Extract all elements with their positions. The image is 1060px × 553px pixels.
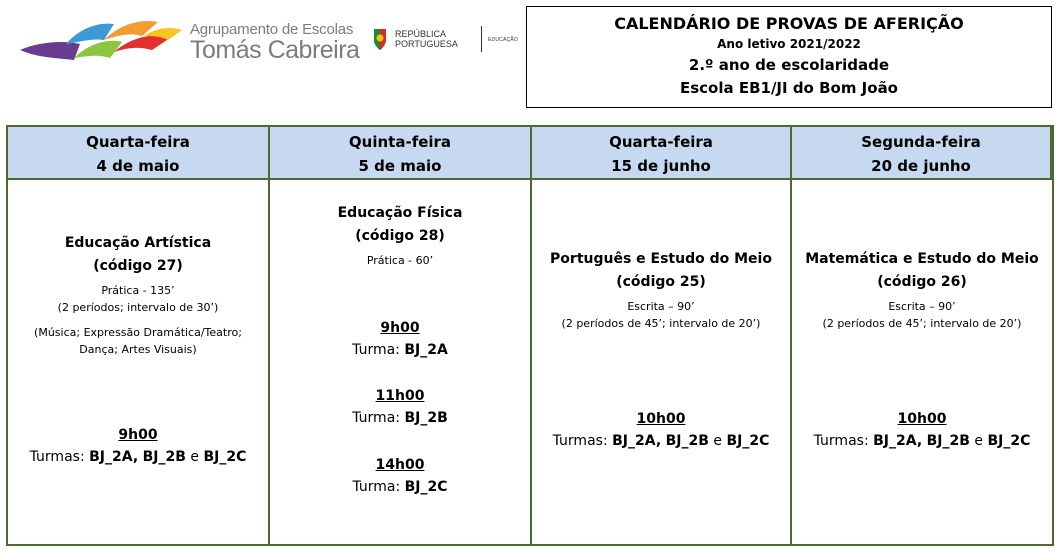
republic-text: [395, 29, 458, 49]
exam-mode: Prática - 60’: [366, 254, 434, 267]
header-logos: [18, 12, 518, 72]
turma-label: Turma:: [352, 410, 400, 426]
class-code: BJ_2B: [665, 433, 709, 449]
exam-time: 11h00: [375, 388, 425, 404]
exam-areas-line1: (Música; Expressão Dramática/Teatro;: [34, 326, 242, 339]
school-logo-icon: [18, 14, 188, 70]
turmas-line: [8, 446, 268, 468]
exam-time: 10h00: [636, 411, 686, 427]
exam-periods: (2 períodos; intervalo de 30’): [57, 301, 219, 314]
turmas-label: Turmas:: [29, 449, 85, 465]
exam-time: 14h00: [375, 457, 425, 473]
school-name-line1: Agrupamento de Escolas: [190, 21, 354, 38]
day-header-1: [8, 127, 270, 180]
class-code: BJ_2B: [926, 433, 970, 449]
turma-line: [270, 476, 530, 498]
subject-name: Educação Física: [337, 205, 463, 221]
day-cell-3: [532, 180, 792, 544]
class-code: BJ_2A: [89, 449, 133, 465]
day-cell-2: [270, 180, 532, 544]
schedule-table: [6, 125, 1054, 546]
class-code: BJ_2C: [726, 433, 770, 449]
exam-mode: Escrita – 90’: [627, 300, 695, 313]
subject-code: (código 25): [616, 274, 706, 290]
class-separator: ,: [916, 433, 923, 449]
turma-line: [270, 407, 530, 429]
republic-line2: PORTUGUESA: [395, 39, 458, 49]
date: 4 de maio: [96, 157, 180, 175]
class-conjunction: e: [974, 433, 983, 449]
school-name-line2: Tomás Cabreira: [190, 36, 360, 64]
school-label: Escola EB1/JI do Bom João: [679, 79, 898, 97]
school-name: [190, 22, 359, 63]
subject-code: (código 27): [93, 258, 183, 274]
class-code: BJ_2B: [404, 410, 448, 426]
day-cell-4: [792, 180, 1052, 544]
class-code: BJ_2C: [404, 479, 448, 495]
class-conjunction: e: [713, 433, 722, 449]
class-code: BJ_2A: [612, 433, 656, 449]
exam-areas-line2: Dança; Artes Visuais): [79, 343, 197, 356]
subject-name: Português e Estudo do Meio: [550, 251, 772, 267]
exam-mode: Prática - 135’: [101, 284, 175, 297]
date: 20 de junho: [871, 157, 971, 175]
subject-code: (código 26): [877, 274, 967, 290]
weekday: Quarta-feira: [86, 133, 190, 151]
subject-name: Educação Artística: [64, 235, 212, 251]
day-header-2: [270, 127, 532, 180]
logo-divider: [481, 26, 482, 52]
class-code: BJ_2C: [987, 433, 1031, 449]
turmas-label: Turmas:: [552, 433, 608, 449]
exam-periods: (2 períodos de 45’; intervalo de 20’): [561, 317, 761, 330]
subject-name: Matemática e Estudo do Meio: [805, 251, 1039, 267]
day-cell-1: [8, 180, 270, 544]
exam-periods: (2 períodos de 45’; intervalo de 20’): [822, 317, 1022, 330]
turma-label: Turma:: [352, 342, 400, 358]
weekday: Quarta-feira: [609, 133, 713, 151]
title-box: [526, 6, 1052, 108]
day-header-3: [532, 127, 792, 180]
date: 5 de maio: [358, 157, 442, 175]
session-1: [270, 317, 530, 361]
calendar-title: CALENDÁRIO DE PROVAS DE AFERIÇÃO: [614, 14, 964, 33]
grade-level: 2.º ano de escolaridade: [688, 56, 890, 74]
exam-time: 9h00: [380, 320, 420, 336]
exam-time: 9h00: [118, 427, 158, 443]
turma-line: [270, 339, 530, 361]
school-year: Ano letivo 2021/2022: [717, 37, 861, 51]
exam-time: 10h00: [897, 411, 947, 427]
class-separator: ,: [132, 449, 139, 465]
class-code: BJ_2B: [142, 449, 186, 465]
class-code: BJ_2A: [873, 433, 917, 449]
turmas-line: [532, 430, 790, 452]
class-code: BJ_2A: [404, 342, 448, 358]
republic-line1: REPÚBLICA: [395, 29, 447, 39]
turmas-label: Turmas:: [813, 433, 869, 449]
turmas-line: [792, 430, 1052, 452]
day-header-4: [792, 127, 1052, 180]
class-code: BJ_2C: [203, 449, 247, 465]
class-separator: ,: [655, 433, 662, 449]
class-conjunction: e: [190, 449, 199, 465]
republic-emblem-icon: [370, 26, 390, 52]
exam-mode: Escrita – 90’: [888, 300, 956, 313]
weekday: Quinta-feira: [348, 133, 452, 151]
turma-label: Turma:: [352, 479, 401, 495]
session-3: [270, 454, 530, 498]
subject-code: (código 28): [355, 228, 445, 244]
session-2: [270, 385, 530, 429]
ministry-label: EDUCAÇÃO: [488, 37, 518, 43]
date: 15 de junho: [611, 157, 711, 175]
weekday: Segunda-feira: [861, 133, 981, 151]
